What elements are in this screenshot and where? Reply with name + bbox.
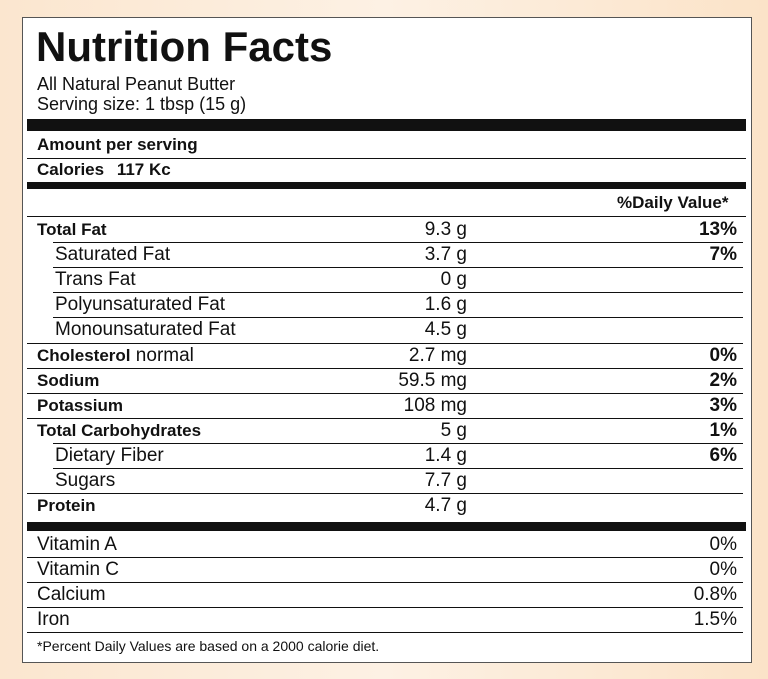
thick-divider-bottom	[27, 522, 746, 531]
nutrient-name: Polyunsaturated Fat	[55, 294, 226, 316]
row-divider	[53, 317, 743, 318]
nutrient-amount: 9.3 g	[424, 219, 467, 240]
vitamin-label: Iron	[37, 609, 70, 630]
nutrient-amount: 7.7 g	[424, 470, 467, 491]
row-divider	[27, 393, 743, 394]
vitamin-daily-value: 0.8%	[693, 584, 737, 605]
row-divider	[53, 468, 743, 469]
nutrient-label	[37, 345, 194, 367]
nutrient-daily-value: 7%	[709, 244, 737, 266]
calories-value: 117 Kc	[116, 160, 171, 179]
nutrient-label	[37, 395, 123, 417]
nutrient-label	[55, 294, 225, 316]
nutrient-name: Dietary Fiber	[55, 444, 164, 466]
row-divider	[27, 493, 743, 494]
amount-per-serving: Amount per serving	[37, 135, 198, 154]
nutrient-amount: 1.4 g	[424, 444, 467, 466]
footnote: *Percent Daily Values are based on a 2000 calorie diet.	[37, 638, 380, 654]
nutrient-label	[37, 420, 201, 442]
nutrient-name: Potassium	[37, 395, 123, 415]
nutrient-name: Total Fat	[37, 220, 107, 239]
nutrient-label	[55, 319, 236, 341]
row-divider	[27, 632, 743, 633]
nutrient-amount: 4.5 g	[424, 319, 467, 341]
row-divider	[53, 242, 743, 243]
nutrient-label	[37, 219, 107, 241]
row-divider	[27, 607, 743, 608]
nutrient-amount: 3.7 g	[424, 244, 467, 266]
nutrient-label	[37, 495, 96, 517]
nutrient-daily-value: 3%	[709, 394, 737, 416]
label-title: Nutrition Facts	[36, 23, 333, 70]
nutrient-name: Saturated Fat	[55, 244, 171, 266]
vitamin-daily-value: 0%	[709, 534, 737, 555]
nutrient-qualifier: normal	[130, 344, 194, 366]
nutrient-daily-value: 0%	[709, 344, 737, 366]
row-divider	[27, 418, 743, 419]
nutrient-amount: 2.7 mg	[408, 344, 467, 366]
row-divider	[27, 557, 743, 558]
nutrient-amount: 1.6 g	[424, 294, 467, 316]
product-name: All Natural Peanut Butter	[37, 74, 236, 94]
nutrient-amount: 108 mg	[403, 394, 467, 416]
nutrient-label	[55, 244, 170, 266]
nutrient-name: Total Carbohydrates	[37, 420, 202, 440]
row-divider	[27, 582, 743, 583]
nutrition-label	[22, 17, 752, 663]
medium-divider	[27, 182, 746, 189]
nutrient-label	[37, 370, 99, 392]
row-divider	[27, 368, 743, 369]
calories-row	[37, 159, 171, 181]
divider	[27, 216, 746, 217]
row-divider	[27, 343, 743, 344]
vitamin-label: Calcium	[37, 584, 106, 605]
nutrient-daily-value: 13%	[698, 219, 737, 240]
nutrient-name: Protein	[37, 496, 96, 516]
vitamin-label: Vitamin A	[37, 534, 117, 555]
row-divider	[53, 443, 743, 444]
nutrient-amount: 5 g	[440, 419, 467, 441]
row-divider	[53, 267, 743, 268]
row-divider	[53, 292, 743, 293]
nutrient-name: Trans Fat	[55, 269, 136, 291]
daily-value-header: %Daily Value*	[617, 193, 729, 212]
vitamin-daily-value: 0%	[709, 559, 737, 580]
calories-label: Calories	[37, 160, 105, 179]
thick-divider-top	[27, 119, 746, 131]
nutrient-amount: 4.7 g	[424, 495, 467, 517]
nutrient-name: Sugars	[55, 470, 116, 491]
nutrient-amount: 0 g	[440, 269, 467, 291]
nutrient-daily-value: 6%	[709, 444, 737, 466]
nutrient-amount: 59.5 mg	[398, 369, 467, 391]
nutrient-daily-value: 2%	[709, 369, 737, 391]
nutrient-daily-value: 1%	[709, 419, 737, 441]
serving-size: Serving size: 1 tbsp (15 g)	[37, 94, 247, 114]
nutrient-name: Monounsaturated Fat	[55, 319, 236, 341]
vitamin-label: Vitamin C	[37, 559, 120, 580]
nutrient-name: Sodium	[37, 370, 100, 390]
vitamin-daily-value: 1.5%	[693, 609, 737, 630]
nutrient-label	[55, 445, 164, 467]
nutrient-name: Cholesterol	[37, 345, 131, 365]
nutrient-label	[55, 269, 136, 291]
nutrient-label	[55, 470, 115, 492]
